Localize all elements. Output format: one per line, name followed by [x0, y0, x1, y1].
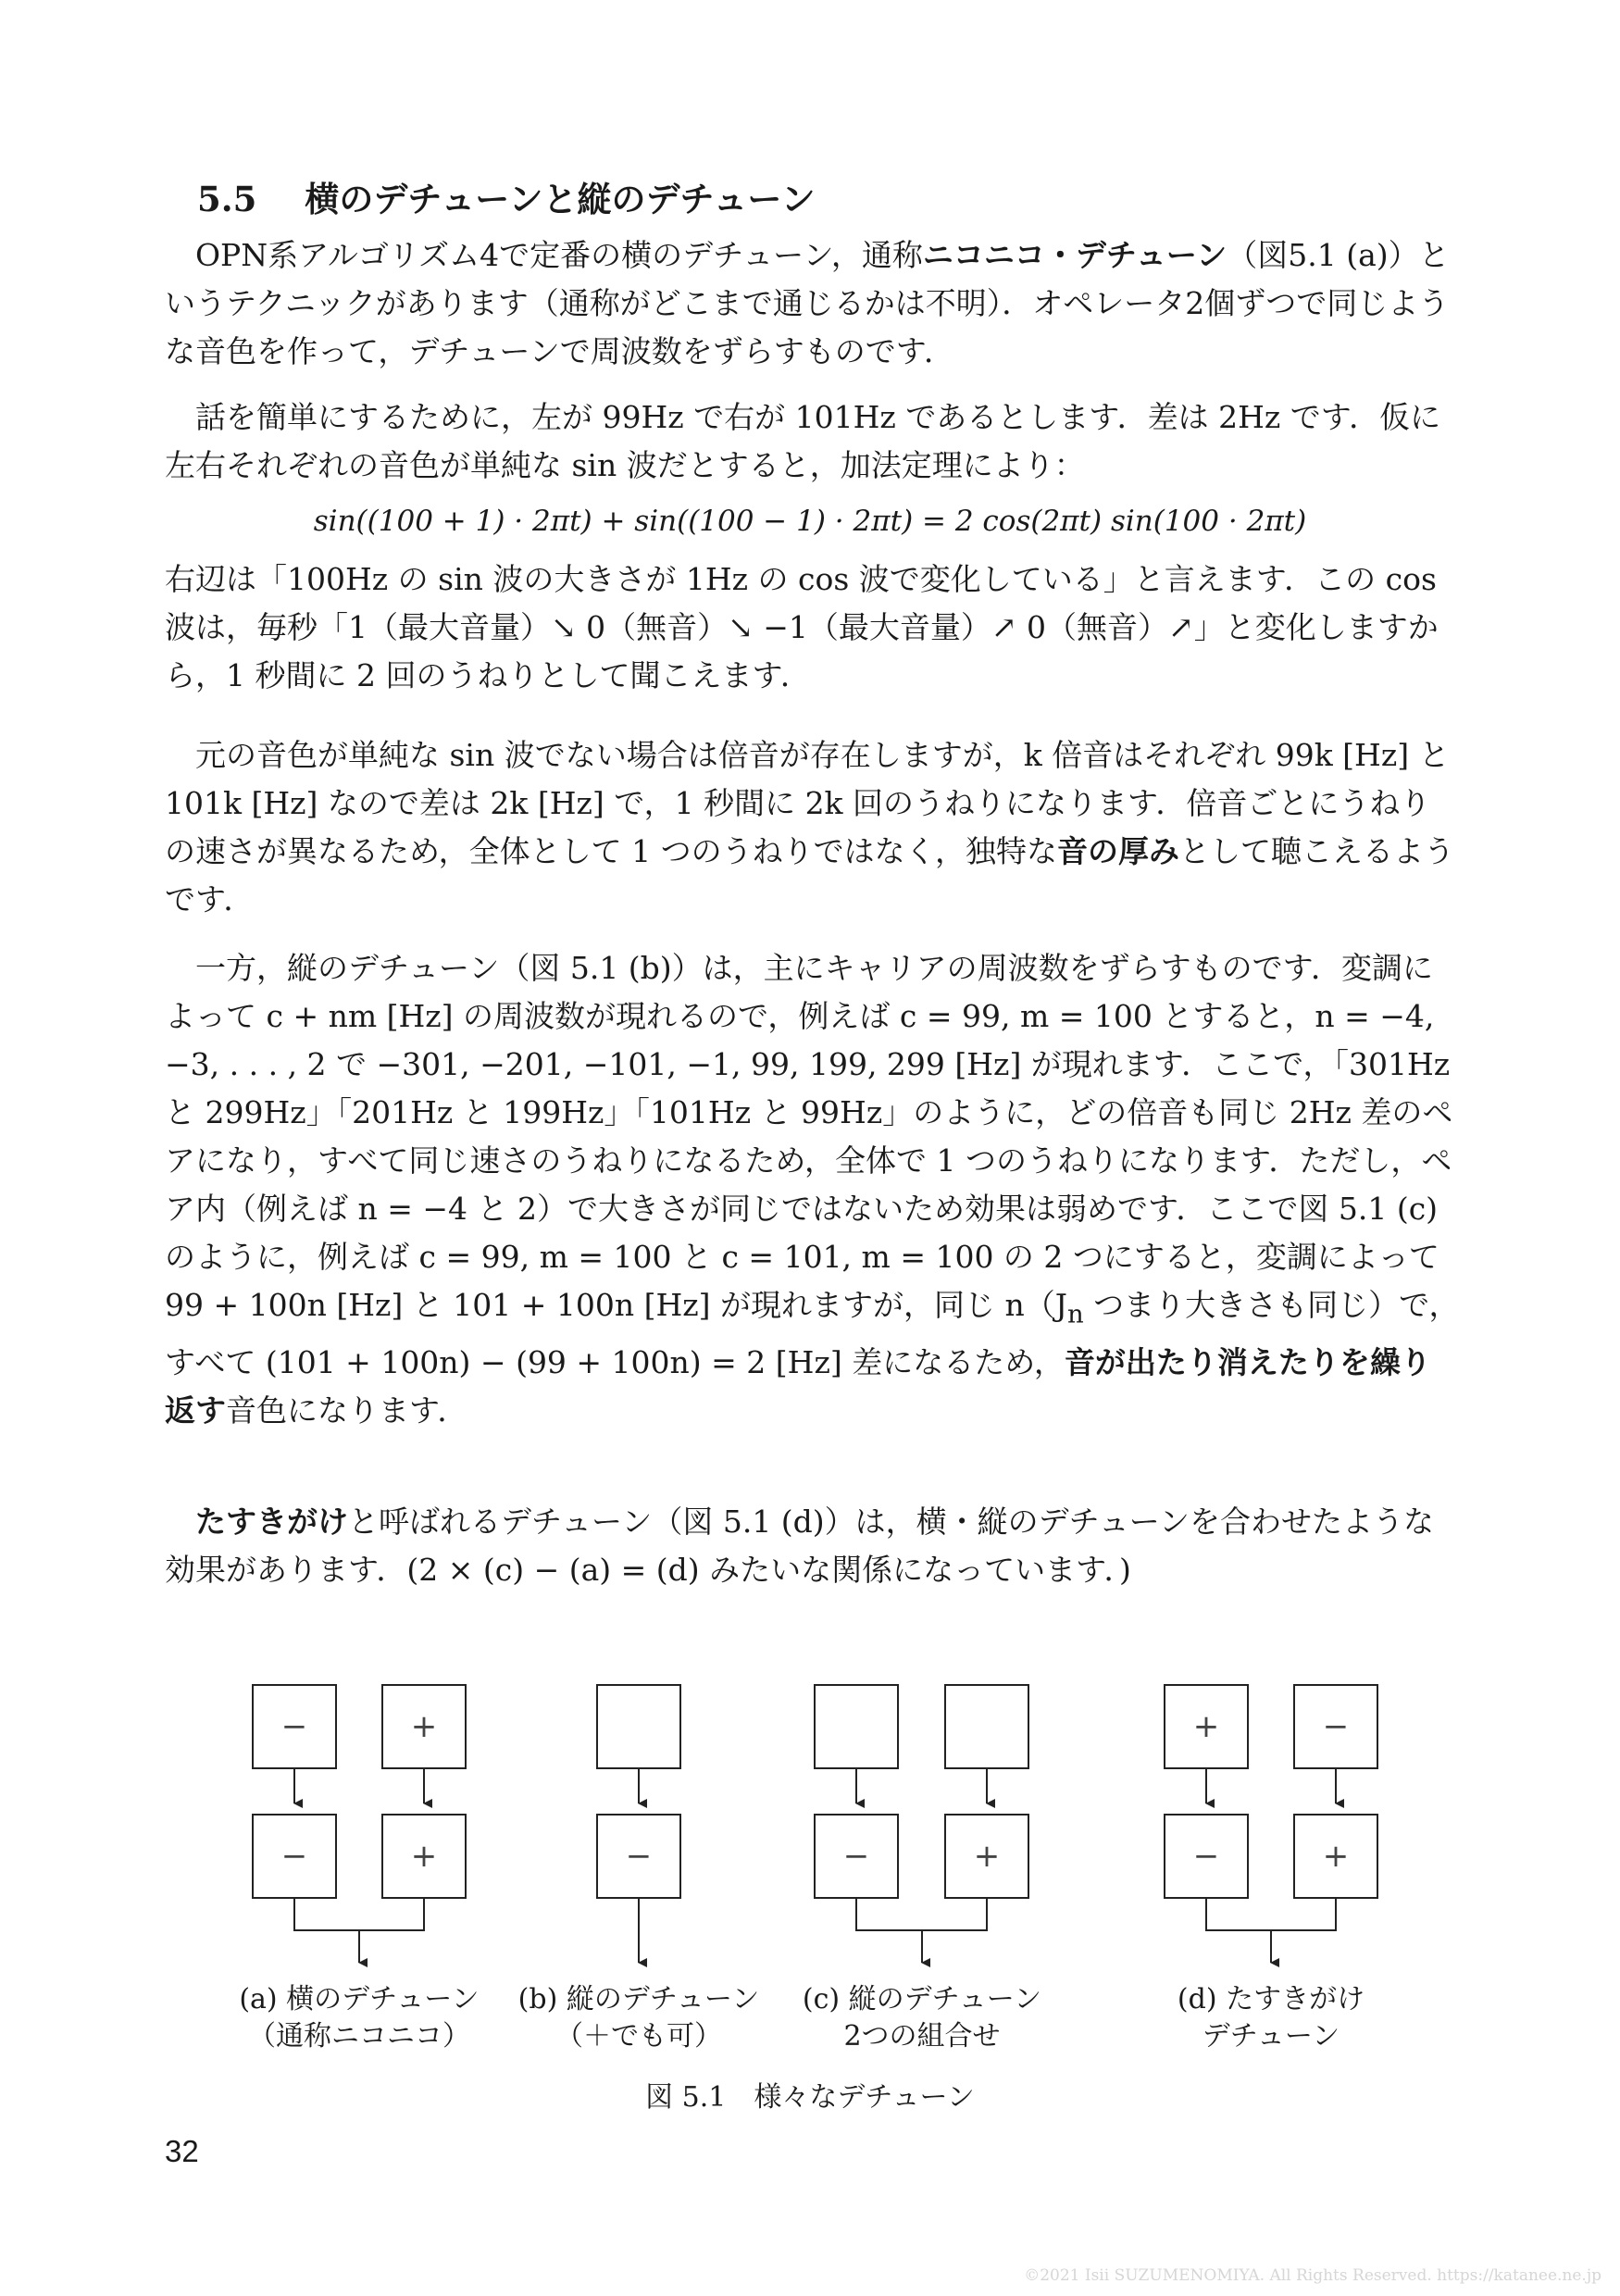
operator-box-d-bottom-right: +	[1293, 1814, 1378, 1899]
caption-d-line1: (d) たすきがけ	[1177, 1983, 1365, 2015]
merge-a	[294, 1899, 424, 1930]
operator-box-b-bottom: −	[596, 1814, 681, 1899]
section-number: 5.5	[197, 179, 257, 219]
caption-c-line2: 2つの組合せ	[843, 2020, 1001, 2053]
merge-c	[856, 1899, 987, 1930]
operator-box-b-top	[596, 1684, 681, 1769]
figure-caption: 図 5.1 様々なデチューン	[645, 2081, 975, 2114]
paragraph-2: 話を簡単にするために，左が 99Hz で右が 101Hz であるとします．差は 2Hz です．仮に左右それぞれの音色が単純な sin 波だとすると，加法定理により：	[165, 399, 1441, 483]
operator-box-c-top-left	[814, 1684, 899, 1769]
operator-box-a-bottom-left: −	[252, 1814, 337, 1899]
p4-bold-term: 音の厚み	[1057, 833, 1179, 869]
caption-d	[1132, 1981, 1410, 2055]
p5-subscript: n	[1066, 1299, 1084, 1329]
operator-box-a-bottom-right: +	[381, 1814, 467, 1899]
caption-d-line2: デチューン	[1202, 2020, 1340, 2053]
caption-a	[202, 1981, 517, 2055]
caption-a-line2: （通称ニコニコ）	[248, 2020, 470, 2053]
operator-box-d-bottom-left: −	[1164, 1814, 1249, 1899]
merge-d	[1206, 1899, 1336, 1930]
operator-box-d-top-left: +	[1164, 1684, 1249, 1769]
caption-b-line2: （＋でも可）	[555, 2020, 722, 2053]
p5-text-a: 一方，縦のデチューン（図 5.1 (b)）は，主にキャリアの周波数をずらすものです．変調によって c + nm [Hz] の周波数が現れるので，例えば c = 99, m = 100 とすると，n = −4, −3, . . . , 2 で −301, −201, −101, −1, 99, 199, 299 [Hz] が現れます．ここで，「301Hz と 299Hz」「201Hz と 199Hz」「101Hz と 99Hz」のように，どの倍音も同じ 2Hz 差のペアになり，すべて同じ速さのうねりになるため，全体で 1 つのうねりになります．ただし，ペア内（例えば n = −4 と 2）で大きさが同じではないため効果は弱めです．ここで図 5.1 (c) のように，例えば c = 99, m = 100 と c = 101, m = 100 の 2 つにすると，変調によって 99 + 100n [Hz] と 101 + 100n [Hz] が現れますが，同じ n（J	[165, 950, 1453, 1323]
operator-box-c-bottom-left: −	[814, 1814, 899, 1899]
p6-text: と呼ばれるデチューン（図 5.1 (d)）は，横・縦のデチューンを合わせたような効果があります．(2 × (c) − (a) = (d) みたいな関係になっています．)	[165, 1504, 1435, 1588]
paragraph-3: 右辺は「100Hz の sin 波の大きさが 1Hz の cos 波で変化している」と言えます．この cos 波は，毎秒「1（最大音量）↘ 0（無音）↘ −1（最大音量）↗ 0（無音）↗」と変化しますから，1 秒間に 2 回のうねりとして聞こえます．	[165, 561, 1439, 693]
caption-b	[500, 1981, 778, 2055]
p1-text-b: （図5.1 (a)）というテクニックがあります（通称がどこまで通じるかは不明）．オペレータ2個ずつで同じような音色を作って，デチューンで周波数をずらすものです．	[165, 237, 1450, 369]
p4-text-a: 元の音色が単純な sin 波でない場合は倍音が存在しますが，k 倍音はそれぞれ 99k [Hz] と 101k [Hz] なので差は 2k [Hz] で，1 秒間に 2k 回のうねりになります．倍音ごとにうねりの速さが異なるため，全体として 1 つのうねりではなく，独特な	[165, 737, 1450, 869]
operator-box-a-top-left: −	[252, 1684, 337, 1769]
p1-text-a: OPN系アルゴリズム4で定番の横のデチューン，通称	[195, 237, 923, 273]
p6-bold-term: たすきがけ	[195, 1504, 348, 1540]
caption-a-line1: (a) 横のデチューン	[239, 1983, 480, 2015]
caption-b-line1: (b) 縦のデチューン	[517, 1983, 760, 2015]
caption-c	[783, 1981, 1061, 2055]
operator-box-c-top-right	[944, 1684, 1029, 1769]
caption-c-line1: (c) 縦のデチューン	[802, 1983, 1042, 2015]
operator-box-c-bottom-right: +	[944, 1814, 1029, 1899]
equation: sin((100 + 1) · 2πt) + sin((100 − 1) · 2πt) = 2 cos(2πt) sin(100 · 2πt)	[313, 505, 1307, 538]
operator-box-d-top-right: −	[1293, 1684, 1378, 1769]
p5-bold-term: 音が出たり消えたりを繰り返す	[165, 1343, 1431, 1429]
p5-text-c: 音色になります．	[226, 1391, 468, 1429]
copyright-watermark: ©2021 Isii SUZUMENOMIYA. All Rights Reserved. https://katanee.ne.jp	[1024, 2266, 1601, 2285]
section-title: 横のデチューンと縦のデチューン	[305, 180, 816, 219]
page-number: 32	[165, 2134, 199, 2168]
p4-text-b: として聴こえるようです．	[165, 833, 1454, 917]
p5-text-b: つまり大きさも同じ）で，すべて (101 + 100n) − (99 + 100n) = 2 [Hz] 差になるため，	[165, 1287, 1460, 1380]
p1-bold-term: ニコニコ・デチューン	[922, 237, 1227, 273]
operator-box-a-top-right: +	[381, 1684, 467, 1769]
